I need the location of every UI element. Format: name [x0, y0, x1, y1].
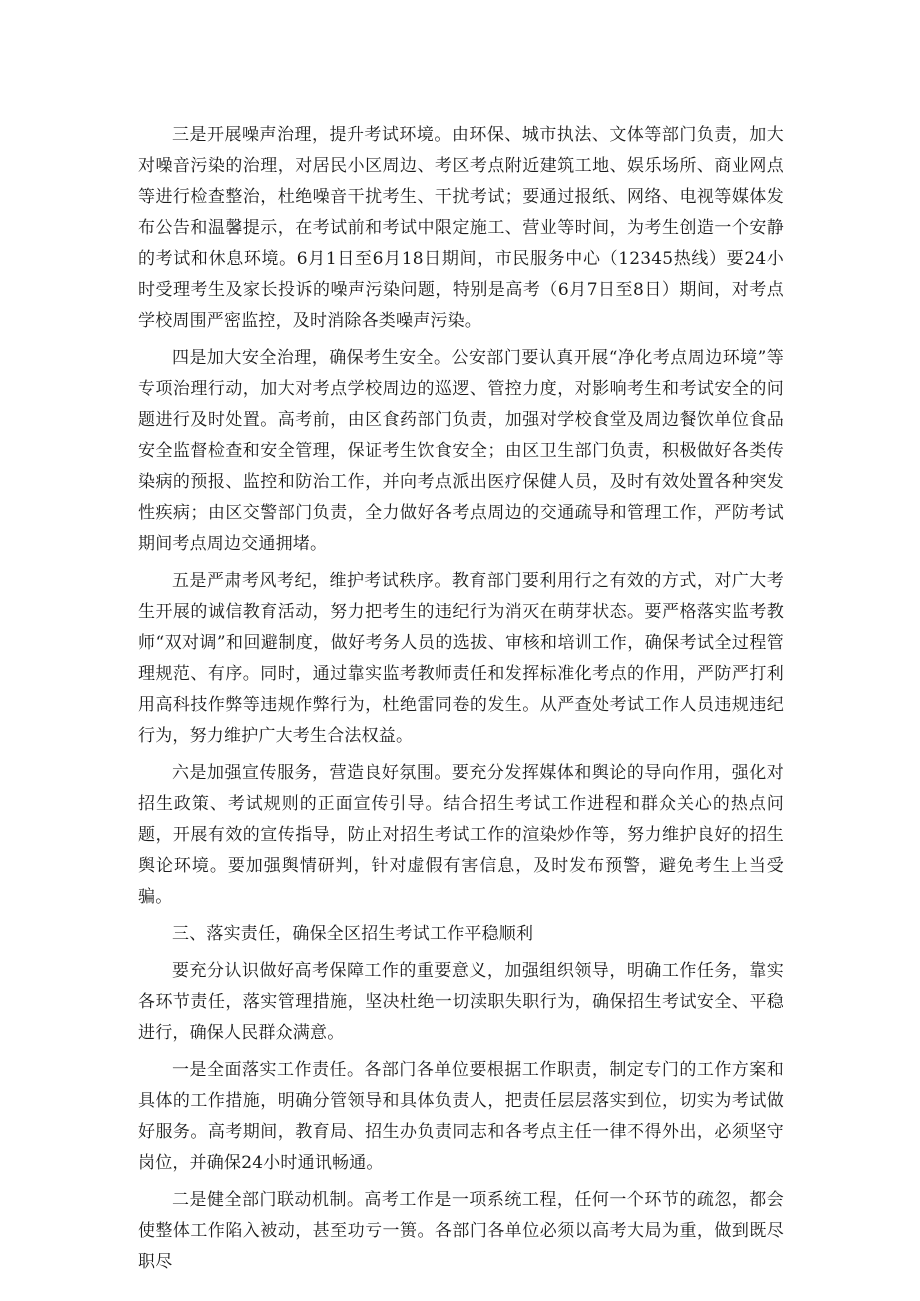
- paragraph-safety-control: 四是加大安全治理，确保考生安全。公安部门要认真开展“净化考点周边环境”等专项治理行动，加大对考点学校周边的巡逻、管控力度，对影响考生和考试安全的问题进行及时处置。高考前，由区食药部门负责，加强对学校食堂及周边餐饮单位食品安全监督检查和安全管理，保证考生饮食安全；由区卫生部门负责，积极做好各类传染病的预报、监控和防治工作，并向考点派出医疗保健人员，及时有效处置各种突发性疾病；由区交警部门负责，全力做好各考点周边的交通疏导和管理工作，严防考试期间考点周边交通拥堵。: [138, 348, 784, 554]
- section-heading-responsibility: 三、落实责任，确保全区招生考试工作平稳顺利: [172, 924, 534, 944]
- document-page: [138, 120, 784, 1284]
- paragraph-work-responsibility: 一是全面落实工作责任。各部门各单位要根据工作职责，制定专门的工作方案和具体的工作措施，明确分管领导和具体负责人，把责任层层落实到位，切实为考试做好服务。高考期间，教育局、招生办负责同志和各考点主任一律不得外出，必须坚守岗位，并确保24小时通讯畅通。: [138, 1060, 784, 1173]
- paragraph-responsibility-intro: 要充分认识做好高考保障工作的重要意义，加强组织领导，明确工作任务，靠实各环节责任，落实管理措施，坚决杜绝一切渎职失职行为，确保招生考试安全、平稳进行，确保人民群众满意。: [138, 961, 784, 1043]
- paragraph-exam-discipline: 五是严肃考风考纪，维护考试秩序。教育部门要利用行之有效的方式，对广大考生开展的诚信教育活动，努力把考生的违纪行为消灭在萌芽状态。要严格落实监考教师“双对调”和回避制度，做好考务人员的选拔、审核和培训工作，确保考试全过程管理规范、有序。同时，通过靠实监考教师责任和发挥标准化考点的作用，严防严打利用高科技作弊等违规作弊行为，杜绝雷同卷的发生。从严查处考试工作人员违规违纪行为，努力维护广大考生合法权益。: [138, 571, 784, 746]
- paragraph-noise-control: 三是开展噪声治理，提升考试环境。由环保、城市执法、文体等部门负责，加大对噪音污染的治理，对居民小区周边、考区考点附近建筑工地、娱乐场所、商业网点等进行检查整治，杜绝噪音干扰考生、干扰考试；要通过报纸、网络、电视等媒体发布公告和温馨提示，在考试前和考试中限定施工、营业等时间，为考生创造一个安静的考试和休息环境。6月1日至6月18日期间，市民服务中心（12345热线）要24小时受理考生及家长投诉的噪声污染问题，特别是高考（6月7日至8日）期间，对考点学校周围严密监控，及时消除各类噪声污染。: [138, 125, 784, 331]
- paragraph-linkage-mechanism: 二是健全部门联动机制。高考工作是一项系统工程，任何一个环节的疏忽，都会使整体工作陷入被动，甚至功亏一篑。各部门各单位必须以高考大局为重，做到既尽职尽: [138, 1190, 784, 1272]
- paragraph-publicity-service: 六是加强宣传服务，营造良好氛围。要充分发挥媒体和舆论的导向作用，强化对招生政策、考试规则的正面宣传引导。结合招生考试工作进程和群众关心的热点问题，开展有效的宣传指导，防止对招生考试工作的渲染炒作等，努力维护良好的招生舆论环境。要加强舆情研判，针对虚假有害信息，及时发布预警，避免考生上当受骗。: [138, 763, 784, 907]
